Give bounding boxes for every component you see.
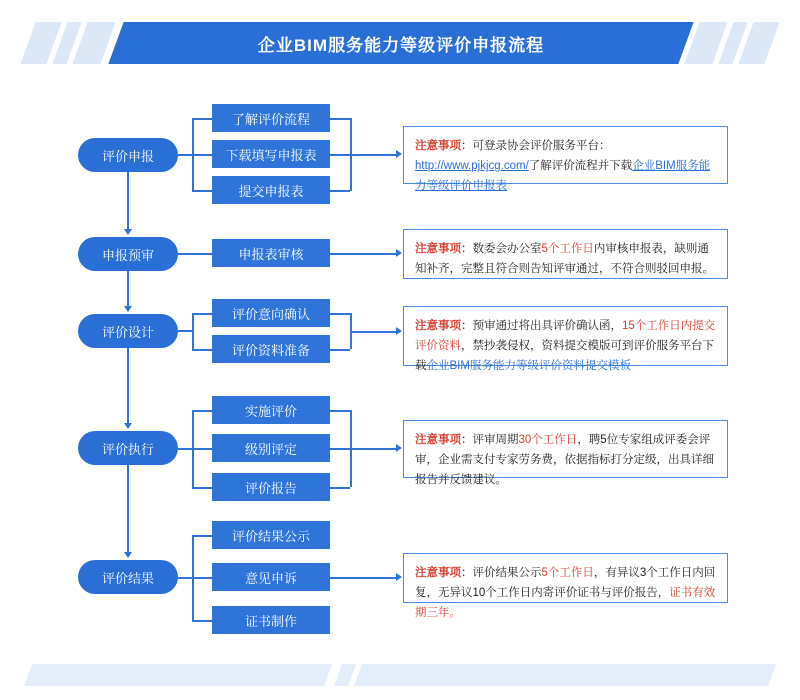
- note-text-2: ，禁抄袭侵权，资料提交模版可到评价服务平台下载: [415, 340, 714, 373]
- merge-group1-step3: [330, 190, 350, 192]
- step-box-submit-form[interactable]: [212, 176, 330, 204]
- note-text-1: 数委会办公室: [472, 243, 542, 255]
- step-box-download-fill-form[interactable]: [212, 140, 330, 168]
- step-box-material-preparation[interactable]: [212, 335, 330, 363]
- stage-label: 评价申报: [101, 148, 154, 164]
- connector-stage4-stage5: [127, 465, 129, 554]
- branch-group5-step1: [192, 535, 212, 537]
- note-highlight-1: 5个工作日: [541, 243, 594, 255]
- arrow-stage3-stage4: [124, 423, 132, 429]
- connector-stage1-stage2: [127, 172, 129, 231]
- arrow-stage1-stage2: [124, 229, 132, 235]
- arrow-stage2-stage3: [124, 306, 132, 312]
- stage-label: 评价执行: [101, 441, 154, 457]
- note-box-1: [403, 126, 728, 193]
- note-label: 注意事项: [415, 243, 461, 255]
- note-box-4: [403, 420, 728, 487]
- arrow-group2-note: [396, 249, 402, 257]
- connector-stage2-stage3: [127, 271, 129, 308]
- footer-bar-1: [24, 664, 332, 686]
- page-title: 企业BIM服务能力等级评价申报流程: [257, 35, 545, 55]
- note-highlight-1: 15个工作日内提交评价资料: [415, 320, 716, 353]
- note-box-5: [403, 553, 728, 620]
- step-label: 评价意向确认: [231, 306, 310, 322]
- branch-group3-step2: [192, 349, 212, 351]
- step-label: 提交申报表: [238, 183, 304, 199]
- note-link-platform[interactable]: http://www.pjkjcg.com/: [415, 160, 529, 173]
- stage-pill-application-pre-review[interactable]: [78, 237, 178, 271]
- stage-pill-evaluation-result[interactable]: [78, 560, 178, 594]
- step-label: 意见申诉: [244, 570, 297, 586]
- note-colon: ：: [461, 140, 473, 152]
- footer-decoration: [28, 664, 772, 686]
- branch-group5-step3: [192, 620, 212, 622]
- step-label: 级别评定: [244, 441, 297, 457]
- merge-group4-step3: [330, 487, 350, 489]
- note-text-1: 预审通过将出具评价确认函，: [472, 320, 622, 332]
- step-label: 申报表审核: [238, 246, 304, 262]
- arrow-group5-note: [396, 573, 402, 581]
- branch-group3-step1: [192, 313, 212, 315]
- branch-group4-step1: [192, 410, 212, 412]
- branch-group5-step2: [192, 577, 212, 579]
- header-banner: [28, 22, 772, 64]
- note-label: 注意事项: [415, 140, 461, 152]
- branch-group4-step2: [192, 448, 212, 450]
- note-box-2: [403, 229, 728, 279]
- note-colon: ：: [461, 434, 473, 446]
- note-box-3: [403, 306, 728, 373]
- step-box-understand-process[interactable]: [212, 104, 330, 132]
- branch-group1-step1: [192, 118, 212, 120]
- banner-title-container: [116, 22, 686, 64]
- note-label: 注意事项: [415, 567, 461, 579]
- footer-bar-3: [354, 664, 776, 686]
- footer-bar-2: [334, 664, 356, 686]
- step-label: 了解评价流程: [231, 111, 310, 127]
- note-highlight-1: 30个工作日: [518, 434, 578, 446]
- note-colon: ：: [461, 243, 473, 255]
- connector-group3-to-note: [350, 331, 398, 333]
- note-highlight-2: 证书有效期三年。: [415, 587, 716, 620]
- note-colon: ：: [461, 567, 473, 579]
- step-label: 证书制作: [244, 613, 297, 629]
- merge-group4-step2: [330, 448, 350, 450]
- step-box-appeal[interactable]: [212, 563, 330, 591]
- step-box-evaluation-report[interactable]: [212, 473, 330, 501]
- merge-group3-step2: [330, 349, 350, 351]
- note-colon: ：: [461, 320, 473, 332]
- stage-label: 申报预审: [101, 247, 154, 263]
- branch-group4-step3: [192, 487, 212, 489]
- arrow-group4-note: [396, 444, 402, 452]
- step-label: 评价报告: [244, 480, 297, 496]
- note-text-2: ，有异议3个工作日内回复，无异议10个工作日内寄评价证书与评价报告，: [415, 567, 716, 600]
- stage-label: 评价结果: [101, 570, 154, 586]
- stage-pill-evaluation-execution[interactable]: [78, 431, 178, 465]
- note-text-2: 了解评价流程并下载: [528, 160, 633, 173]
- step-box-certificate-production[interactable]: [212, 606, 330, 634]
- step-box-form-review[interactable]: [212, 239, 330, 267]
- connector-stage3-to-brace: [178, 330, 192, 332]
- note-label: 注意事项: [415, 320, 461, 332]
- note-text-1: 评价结果公示: [472, 567, 542, 579]
- step-box-conduct-evaluation[interactable]: [212, 396, 330, 424]
- note-text-1: 评审周期: [472, 434, 519, 446]
- connector-stage4-to-brace: [178, 448, 192, 450]
- step-label: 下载填写申报表: [225, 147, 317, 163]
- note-link-application-form[interactable]: 企业BIM服务能力等级评价申报表: [415, 160, 711, 193]
- branch-group1-step3: [192, 190, 212, 192]
- arrow-group1-note: [396, 150, 402, 158]
- step-label: 评价结果公示: [231, 528, 310, 544]
- connector-group4-to-note: [350, 448, 398, 450]
- merge-group1-step2: [330, 154, 350, 156]
- connector-stage1-to-brace: [178, 154, 192, 156]
- step-label: 实施评价: [244, 403, 297, 419]
- note-text-1: 可登录协会评价服务平台：: [472, 140, 611, 152]
- note-text-2: ，聘5位专家组成评委会评审，企业需支付专家劳务费，依据指标打分定级，出具详细报告并反馈建议。: [415, 434, 714, 487]
- note-text-2: 内审核申报表，缺则通知补齐，完整且符合则告知评审通过，不符合则驳回申报。: [415, 243, 714, 276]
- step-label: 评价资料准备: [231, 342, 310, 358]
- merge-group1-step1: [330, 118, 350, 120]
- arrow-stage4-stage5: [124, 552, 132, 558]
- step-box-intent-confirmation[interactable]: [212, 299, 330, 327]
- brace-group3: [192, 313, 194, 349]
- stage-pill-evaluation-application[interactable]: [78, 138, 178, 172]
- connector-stage2-to-step: [178, 253, 212, 255]
- merge-group4-step1: [330, 410, 350, 412]
- arrow-group3-note: [396, 327, 402, 335]
- connector-group5-to-note: [330, 577, 398, 579]
- note-highlight-1: 5个工作日: [541, 567, 594, 579]
- step-box-result-publicity[interactable]: [212, 521, 330, 549]
- stage-label: 评价设计: [101, 324, 154, 340]
- note-link-template[interactable]: 企业BIM服务能力等级评价资料提交模板: [426, 360, 631, 373]
- stage-pill-evaluation-design[interactable]: [78, 314, 178, 348]
- note-label: 注意事项: [415, 434, 461, 446]
- connector-group1-to-note: [350, 154, 398, 156]
- merge-group3-step1: [330, 313, 350, 315]
- step-box-level-assessment[interactable]: [212, 434, 330, 462]
- connector-group2-to-note: [330, 253, 398, 255]
- connector-stage5-to-brace: [178, 577, 192, 579]
- connector-stage3-stage4: [127, 348, 129, 425]
- branch-group1-step2: [192, 154, 212, 156]
